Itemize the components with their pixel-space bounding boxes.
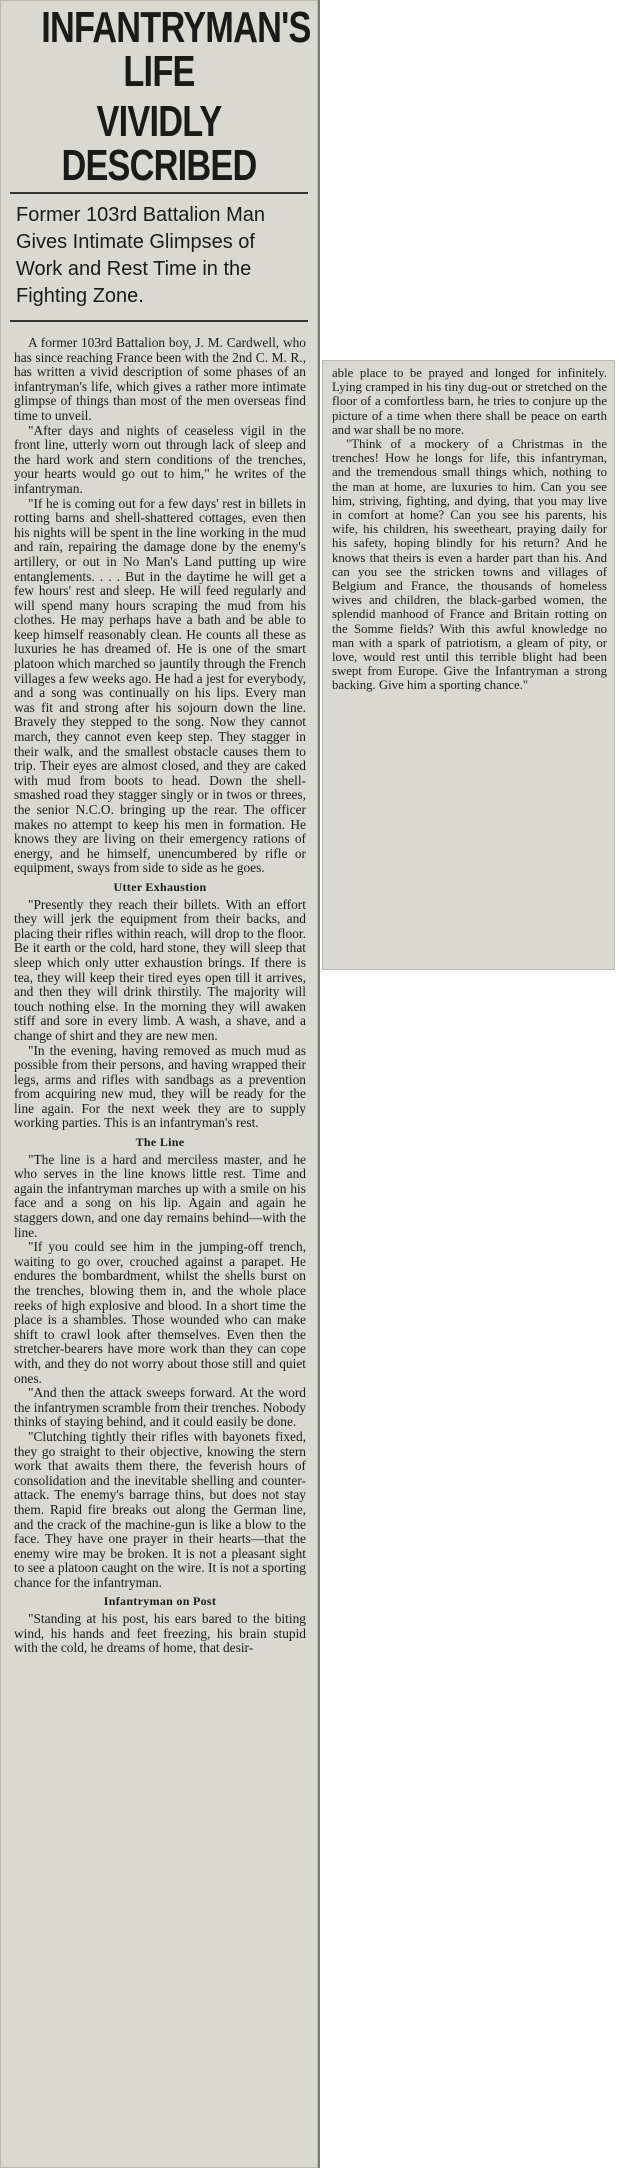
paragraph: able place to be prayed and longed for infinitely. Lying cramped in his tiny dug-out or stretched on the floor of a comfortless barn, he tries to conjure up the picture of a time when there shall be peace on earth and war shall be no more.: [332, 366, 607, 437]
paragraph: "And then the attack sweeps forward. At the word the infantrymen scramble from their trenches. Nobody thinks of staying behind, and it could easily be done.: [14, 1385, 306, 1430]
headline-line-2: VIVIDLY DESCRIBED: [61, 97, 257, 190]
headline: [41, 3, 311, 190]
paragraph: "In the evening, having removed as much mud as possible from their persons, and having wrapped their legs, arms and rifles with sandbags as a prevention from acquiring new mud, they will be ready for the line again. For the next week they are to supply working parties. This is an infantryman's rest.: [14, 1042, 306, 1131]
paragraph: "If you could see him in the jumping-off trench, waiting to go over, crouched against a parapet. He endures the bombardment, whilst the shells burst on the trenches, blowing them in, and the whole place reeks of high explosive and blood. In a short time the place is a shambles. Those wounded who can make shift to crawl look after themselves. Even then the stretcher-bearers have more work than they can cope with, and they do not worry about those still and quiet ones.: [14, 1239, 306, 1386]
paragraph: "After days and nights of ceaseless vigil in the front line, utterly worn out through lack of sleep and the hard work and stern conditions of the trenches, your hearts would go out to him," he writes of the infantryman.: [14, 422, 306, 496]
section-heading: The Line: [135, 1135, 185, 1150]
paragraph: "Standing at his post, his ears bared to the biting wind, his hands and feet freezing, his brain stupid with the cold, he dreams of home, that desir-: [14, 1611, 306, 1656]
paragraph: "If he is coming out for a few days' rest in billets in rotting barns and shell-shattered cottages, even then his nights will be spent in the line working in the mud and rain, repairing the damage done by the enemy's artillery, or out in No Man's Land putting up wire entanglements. . . . But in the daytime he will get a few hours' rest and sleep. He will feed regularly and will spend many hours scraping the mud from his clothes. He may perhaps have a bath and be able to keep himself reasonably clean. He counts all these as luxuries he has dreamed of. He is one of the smart platoon which marched so jauntily through the French villages a few weeks ago. He had a jest for everybody, and a song was continually on his lips. Every man was fit and strong after his sojourn down the line. Bravely they stepped to the song. Now they cannot march, they cannot even keep step. They stagger in their walk, and the smallest obstacle causes them to trip. Their eyes are almost closed, and they are caked with mud from boots to head. Down the shell-smashed road they stagger singly or in twos or threes, the senior N.C.O. bringing up the rear. The officer makes no attempt to keep his men in formation. He knows they are living on their emergency rations of energy, and he himself, unencumbered by rifle or equipment, sways from side to side as he goes.: [14, 495, 306, 876]
deck-rule: [10, 320, 308, 322]
paragraph: "Presently they reach their billets. With an effort they will jerk the equipment from their backs, and placing their rifles within reach, will drop to the floor. Be it earth or the cold, hard stone, they will sleep that sleep which only utter exhaustion brings. If there is tea, they will keep their tired eyes open till it arrives, and then they will drink thirstily. The majority will touch nothing else. In the morning they will awaken stiff and sore in every limb. A wash, a shave, and a change of shirt and they are new men.: [14, 896, 306, 1043]
article-body-left: [14, 336, 306, 1656]
paragraph: "Clutching tightly their rifles with bayonets fixed, they go straight to their objective, knowing the stern work that awaits them there, the feverish hours of consolidation and the inevitable shelling and counter-attack. The enemy's barrage thins, but does not stay them. Rapid fire breaks out along the German line, and the crack of the machine-gun is like a blow to the face. They have one prayer in their hearts—that the enemy wire may be broken. It is not a pleasant sight to see a platoon caught on the wire. It is not a sporting chance for the infantryman.: [14, 1428, 306, 1590]
deck-subheadline: Former 103rd Battalion Man Gives Intimate Glimpses of Work and Rest Time in the Fighting Zone.: [16, 204, 266, 307]
headline-rule: [10, 192, 308, 194]
section-heading: Infantryman on Post: [103, 1594, 217, 1609]
paragraph: "The line is a hard and merciless master, and he who serves in the line knows little rest. Time and again the infantryman marches up with a smile on his face and a song on his lip. Again and again he staggers down, and one day remains behind—with the line.: [14, 1151, 306, 1240]
article-clipping-right-column: [322, 360, 615, 970]
headline-line-1: INFANTRYMAN'S LIFE: [41, 3, 311, 96]
paragraph: "Think of a mockery of a Christmas in the trenches! How he longs for life, this infantryman, and the tremendous small things which, nothing to the man at home, are luxuries to him. Can you see him, striving, fighting, and dying, that you may live in comfort at home? Can you see his parents, his wife, his children, his sweetheart, praying daily for his safety, hoping blindly for his return? And he knows that theirs is even a harder part than his. And can you see the stricken towns and villages of Belgium and France, the thousands of homeless wives and children, the black-garbed women, the splendid manhood of France and Britain rotting on the Somme fields? With this awful knowledge no man with a spark of patriotism, a gleam of pity, or love, would rest until this terrible blight had been swept from Europe. Give the Infantryman a strong backing. Give him a sporting chance.": [332, 437, 607, 693]
article-body-right: [332, 366, 607, 693]
paragraph: A former 103rd Battalion boy, J. M. Cardwell, who has since reaching France been with the 2nd C. M. R., has written a vivid description of some phases of an infantryman's life, which gives a rather more intimate glimpse of things than most of the men overseas find time to unveil.: [14, 335, 306, 423]
section-heading: Utter Exhaustion: [113, 879, 207, 894]
